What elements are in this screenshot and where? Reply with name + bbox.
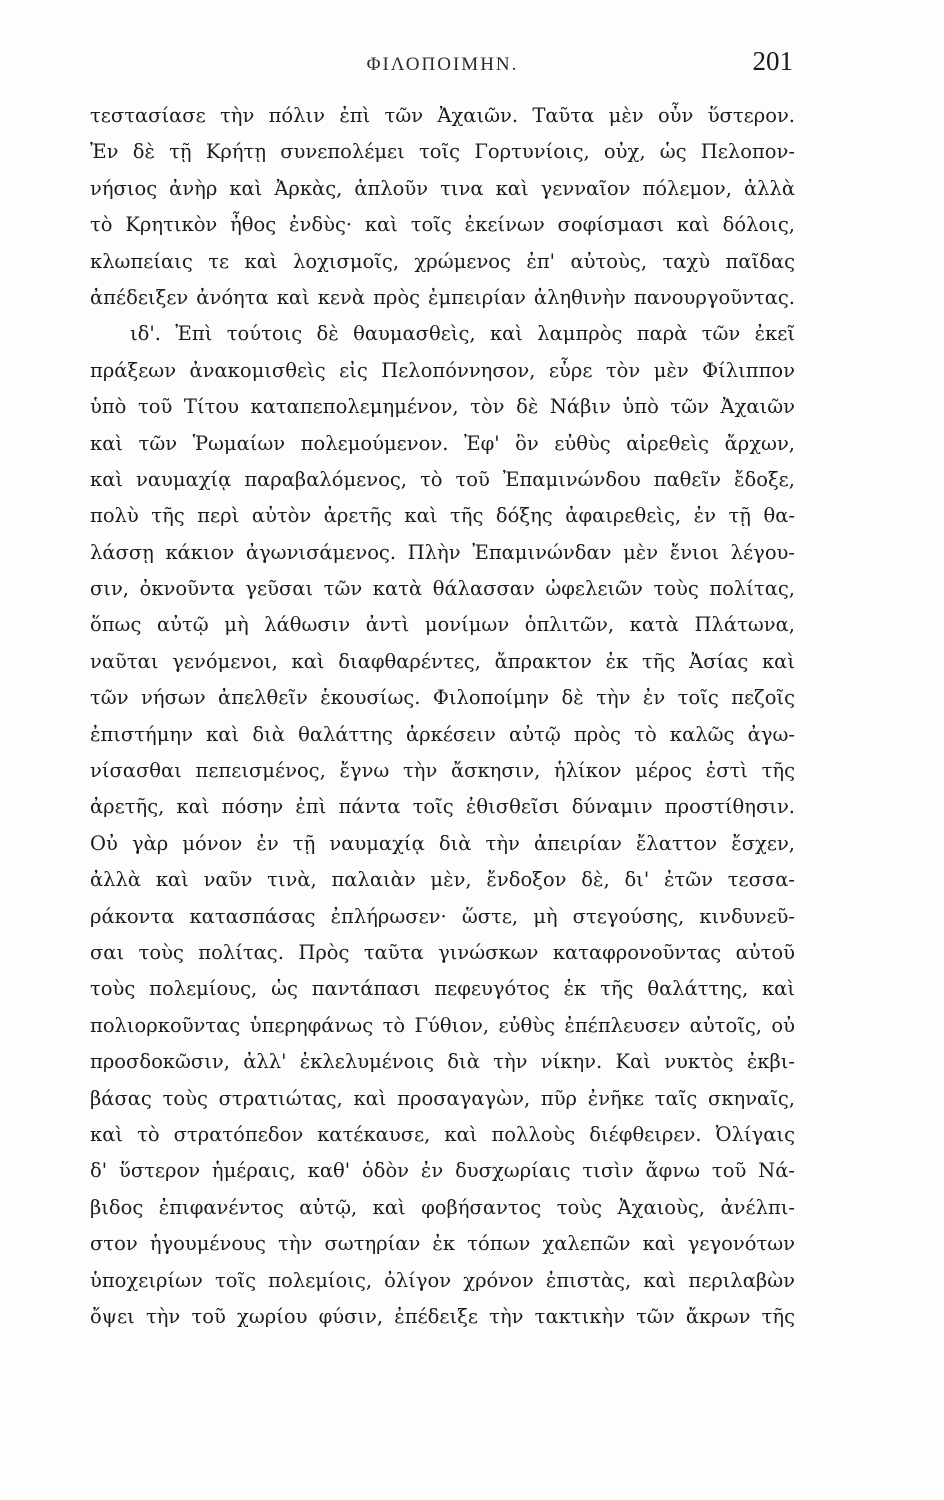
text-line: ὄψει τὴν τοῦ χωρίου φύσιν, ἐπέδειξε τὴν τακτικὴν τῶν ἄκρων τῆς bbox=[90, 1304, 795, 1328]
text-line: ὅπως αὐτῷ μὴ λάθωσιν ἀντὶ μονίμων ὁπλιτῶν, κατὰ Πλάτωνα, bbox=[90, 613, 795, 637]
text-line: προσδοκῶσιν, ἀλλ' ἐκλελυμένοις διὰ τὴν νίκην. Καὶ νυκτὸς ἐκβι- bbox=[90, 1050, 795, 1074]
text-line: ἀπέδειξεν ἀνόητα καὶ κενὰ πρὸς ἐμπειρίαν ἀληθινὴν πανουργοῦντας. bbox=[90, 285, 795, 309]
text-line: στον ἡγουμένους τὴν σωτηρίαν ἐκ τόπων χαλεπῶν καὶ γεγονότων bbox=[90, 1232, 795, 1256]
text-line: βιδος ἐπιφανέντος αὐτῷ, καὶ φοβήσαντος τοὺς Ἀχαιοὺς, ἀνέλπι- bbox=[90, 1195, 795, 1219]
text-line: ἀρετῆς, καὶ πόσην ἐπὶ πάντα τοῖς ἐθισθεῖσι δύναμιν προστίθησιν. bbox=[90, 795, 795, 819]
text-line: ράκοντα κατασπάσας ἐπλήρωσεν· ὥστε, μὴ στεγούσης, κινδυνεῦ- bbox=[90, 904, 795, 928]
text-line: πράξεων ἀνακομισθεὶς εἰς Πελοπόννησον, εὗρε τὸν μὲν Φίλιππον bbox=[90, 358, 795, 382]
text-line: καὶ τῶν Ῥωμαίων πολεμούμενον. Ἐφ' ὃν εὐθὺς αἱρεθεὶς ἄρχων, bbox=[90, 431, 795, 455]
text-line: κλωπείαις τε καὶ λοχισμοῖς, χρώμενος ἐπ' αὐτοὺς, ταχὺ παῖδας bbox=[90, 249, 795, 273]
body-text bbox=[90, 98, 795, 1335]
text-line: καὶ τὸ στρατόπεδον κατέκαυσε, καὶ πολλοὺς διέφθειρεν. Ὀλίγαις bbox=[90, 1122, 795, 1146]
text-line: ναῦται γενόμενοι, καὶ διαφθαρέντες, ἄπρακτον ἐκ τῆς Ἀσίας καὶ bbox=[90, 649, 795, 673]
text-line: πολὺ τῆς περὶ αὐτὸν ἀρετῆς καὶ τῆς δόξης ἀφαιρεθεὶς, ἐν τῇ θα- bbox=[90, 504, 795, 528]
text-line: ὑποχειρίων τοῖς πολεμίοις, ὀλίγον χρόνον ἐπιστὰς, καὶ περιλαβὼν bbox=[90, 1268, 795, 1292]
text-line: Οὐ γὰρ μόνον ἐν τῇ ναυμαχίᾳ διὰ τὴν ἀπειρίαν ἔλαττον ἔσχεν, bbox=[90, 831, 795, 855]
text-line: νίσασθαι πεπεισμένος, ἔγνω τὴν ἄσκησιν, ἡλίκον μέρος ἐστὶ τῆς bbox=[90, 759, 795, 783]
text-line: καὶ ναυμαχίᾳ παραβαλόμενος, τὸ τοῦ Ἐπαμινώνδου παθεῖν ἔδοξε, bbox=[90, 467, 795, 491]
section-start-line: ιδ'. Ἐπὶ τούτοις δὲ θαυμασθεὶς, καὶ λαμπρὸς παρὰ τῶν ἐκεῖ bbox=[130, 322, 795, 346]
text-line: Ἐν δὲ τῇ Κρήτῃ συνεπολέμει τοῖς Γορτυνίοις, οὐχ, ὡς Πελοπον- bbox=[90, 140, 795, 164]
text-line: νήσιος ἀνὴρ καὶ Ἀρκὰς, ἁπλοῦν τινα καὶ γενναῖον πόλεμον, ἀλλὰ bbox=[90, 176, 795, 200]
page-number: 201 bbox=[752, 46, 793, 76]
text-line: ἐπιστήμην καὶ διὰ θαλάττης ἀρκέσειν αὐτῷ πρὸς τὸ καλῶς ἀγω- bbox=[90, 722, 795, 746]
running-head-title: ΦΙΛΟΠΟΙΜΗΝ. bbox=[366, 54, 519, 75]
text-line: βάσας τοὺς στρατιώτας, καὶ προσαγαγὼν, πῦρ ἐνῆκε ταῖς σκηναῖς, bbox=[90, 1086, 795, 1110]
text-line: πολιορκοῦντας ὑπερηφάνως τὸ Γύθιον, εὐθὺς ἐπέπλευσεν αὐτοῖς, οὐ bbox=[90, 1013, 795, 1037]
text-line: τῶν νήσων ἀπελθεῖν ἑκουσίως. Φιλοποίμην δὲ τὴν ἐν τοῖς πεζοῖς bbox=[90, 686, 795, 710]
text-line: ὑπὸ τοῦ Τίτου καταπεπολεμημένον, τὸν δὲ Νάβιν ὑπὸ τῶν Ἀχαιῶν bbox=[90, 395, 795, 419]
text-line: τοὺς πολεμίους, ὡς παντάπασι πεφευγότος ἐκ τῆς θαλάττης, καὶ bbox=[90, 977, 795, 1001]
text-line: τεστασίασε τὴν πόλιν ἐπὶ τῶν Ἀχαιῶν. Ταῦτα μὲν οὖν ὕστερον. bbox=[90, 104, 795, 127]
text-line: δ' ὕστερον ἡμέραις, καθ' ὁδὸν ἐν δυσχωρίαις τισὶν ἄφνω τοῦ Νά- bbox=[90, 1159, 795, 1183]
text-line: ἀλλὰ καὶ ναῦν τινὰ, παλαιὰν μὲν, ἔνδοξον δὲ, δι' ἐτῶν τεσσα- bbox=[90, 868, 795, 892]
text-line: σιν, ὀκνοῦντα γεῦσαι τῶν κατὰ θάλασσαν ὠφελειῶν τοὺς πολίτας, bbox=[90, 577, 795, 601]
text-line: σαι τοὺς πολίτας. Πρὸς ταῦτα γινώσκων καταφρονοῦντας αὐτοῦ bbox=[90, 940, 795, 964]
text-line: λάσσῃ κάκιον ἀγωνισάμενος. Πλὴν Ἐπαμινώνδαν μὲν ἔνιοι λέγου- bbox=[90, 540, 795, 564]
page-header bbox=[90, 46, 795, 86]
text-line: τὸ Κρητικὸν ἦθος ἐνδὺς· καὶ τοῖς ἐκείνων σοφίσμασι καὶ δόλοις, bbox=[90, 213, 795, 237]
